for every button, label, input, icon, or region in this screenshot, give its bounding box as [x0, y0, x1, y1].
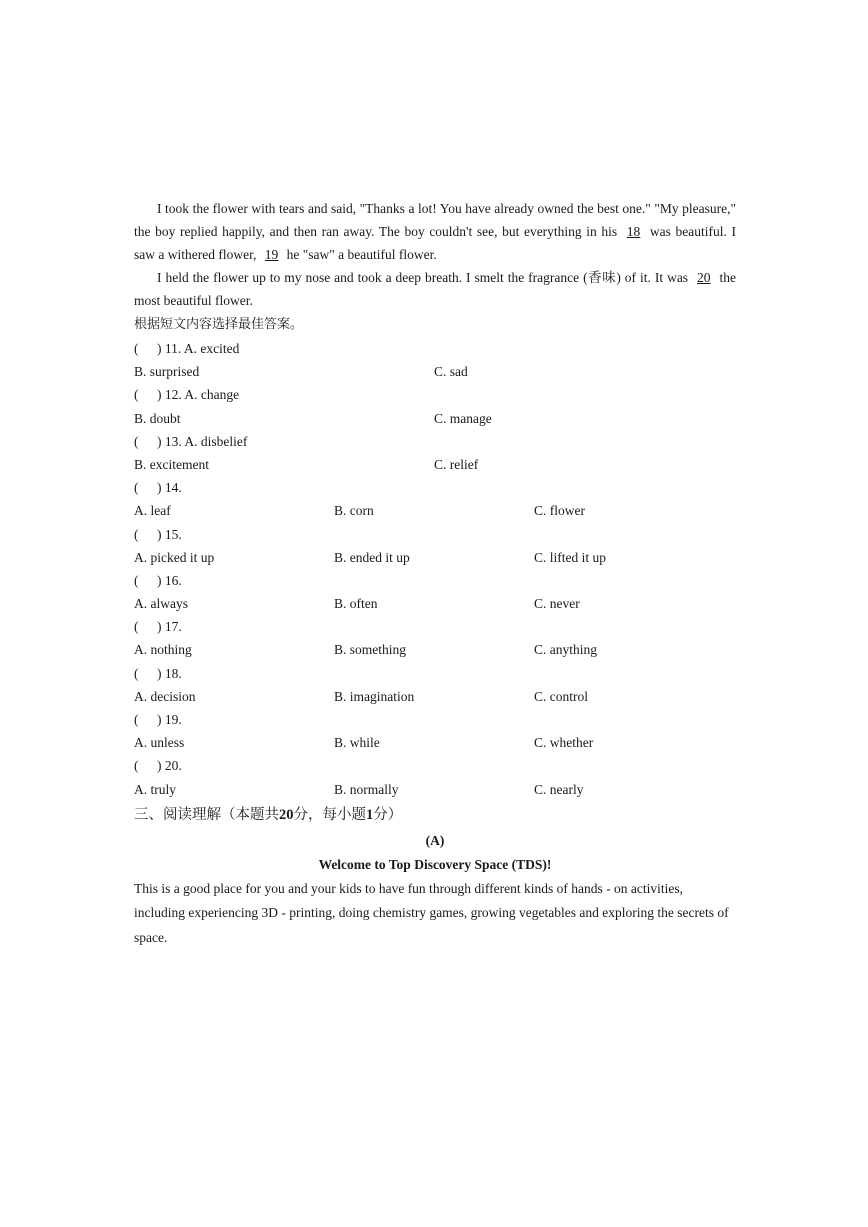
option-a: A. leaf — [134, 503, 171, 519]
answer-paren[interactable]: ( — [134, 572, 139, 588]
passage-body: This is a good place for you and your kids to have fun through different kinds of hands - on activities, including experiencing 3D - printing, doing chemistry games, growing vegetables and exploring the secrets of space. — [134, 880, 729, 945]
question-18-options — [134, 685, 736, 708]
answer-paren[interactable]: ( — [134, 480, 139, 496]
passage-paragraph-1: I took the flower with tears and said, "Thanks a lot! You have already owned the best one." "My pleasure," the boy replied happily, and then ran away. The boy couldn't see, but everything in his 18 was beautiful. I saw a withered flower, 19 he "saw" a beautiful flower. — [134, 201, 736, 262]
question-11-options — [134, 360, 736, 383]
answer-paren[interactable]: ( — [134, 665, 139, 681]
option-b: B. corn — [334, 503, 374, 519]
passage-paragraph-2: I held the flower up to my nose and took a deep breath. I smelt the fragrance (香味) of it. It was 20 the most beautiful flower. — [134, 270, 736, 308]
option-b: B. ended it up — [334, 549, 410, 565]
option-b: B. surprised — [134, 364, 200, 380]
option-a: A. nothing — [134, 642, 192, 658]
option-a: A. truly — [134, 781, 176, 797]
answer-paren[interactable]: ( — [134, 433, 139, 449]
option-c: C. sad — [434, 364, 468, 380]
page-content — [134, 197, 736, 950]
option-b: B. while — [334, 735, 380, 751]
question-18: ( ) 18. — [134, 662, 736, 685]
question-14-options — [134, 499, 736, 522]
question-12-options — [134, 407, 736, 430]
question-13: ( ) 13. A. disbelief — [134, 430, 736, 453]
option-c: C. nearly — [534, 781, 584, 797]
passage-label: (A) — [425, 832, 445, 848]
option-c: C. anything — [534, 642, 597, 658]
answer-paren[interactable]: ( — [134, 758, 139, 774]
option-c: C. never — [534, 596, 580, 612]
blank-19: 19 — [264, 247, 279, 262]
option-c: C. control — [534, 688, 588, 704]
question-20-options — [134, 778, 736, 801]
answer-paren[interactable]: ( — [134, 341, 139, 356]
question-16: ( ) 16. — [134, 569, 736, 592]
answer-paren[interactable]: ( — [134, 712, 139, 727]
option-c: C. manage — [434, 410, 492, 426]
option-b: B. imagination — [334, 688, 415, 704]
option-b: B. doubt — [134, 410, 181, 426]
option-c: C. whether — [534, 735, 594, 751]
option-b: B. normally — [334, 781, 399, 797]
blank-20: 20 — [697, 270, 711, 285]
question-13-options — [134, 453, 736, 476]
question-17: ( ) 17. — [134, 615, 736, 638]
question-15: ( ) 15. — [134, 523, 736, 546]
passage-title: Welcome to Top Discovery Space (TDS)! — [318, 856, 552, 872]
blank-18: 18 — [626, 224, 641, 239]
question-11: ( ) 11. A. excited — [134, 337, 736, 360]
question-16-options — [134, 592, 736, 615]
question-12: ( ) 12. A. change — [134, 383, 736, 406]
option-c: C. flower — [534, 503, 585, 519]
question-19-options — [134, 731, 736, 754]
question-20: ( ) 20. — [134, 754, 736, 777]
option-b: B. excitement — [134, 456, 209, 472]
option-a: A. unless — [134, 735, 185, 751]
option-c: C. lifted it up — [534, 549, 606, 565]
instruction: 根据短文内容选择最佳答案。 — [134, 317, 304, 332]
question-15-options — [134, 546, 736, 569]
option-b: B. often — [334, 596, 378, 612]
section-heading-reading: 三、阅读理解（本题共20分，每小题1分） — [134, 806, 403, 823]
option-b: B. something — [334, 642, 407, 658]
option-a: A. always — [134, 596, 188, 612]
option-c: C. relief — [434, 456, 479, 472]
answer-paren[interactable]: ( — [134, 526, 139, 542]
option-a: A. decision — [134, 688, 196, 704]
answer-paren[interactable]: ( — [134, 387, 139, 403]
question-19: ( ) 19. — [134, 708, 736, 731]
question-17-options — [134, 638, 736, 661]
question-14: ( ) 14. — [134, 476, 736, 499]
answer-paren[interactable]: ( — [134, 619, 139, 635]
option-a: A. picked it up — [134, 549, 215, 565]
